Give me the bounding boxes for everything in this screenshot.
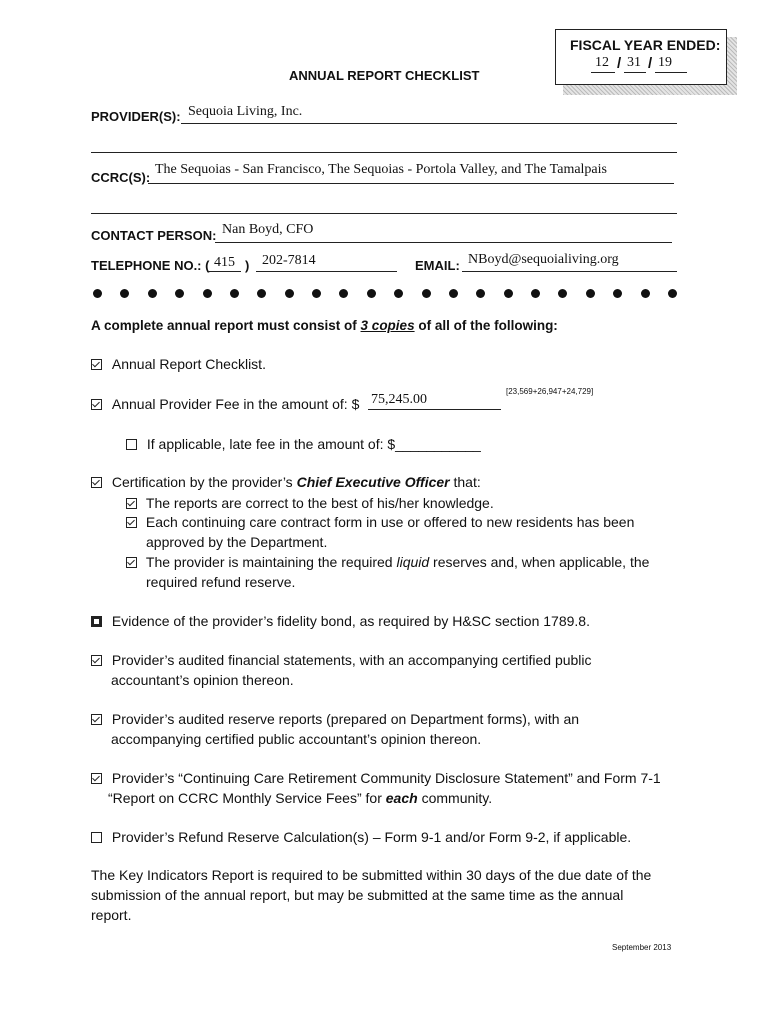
fiscal-year[interactable]: 19 (658, 55, 672, 70)
ccrc-line-2 (91, 213, 677, 214)
contact-value[interactable]: Nan Boyd, CFO (222, 222, 314, 237)
disclosure-b (108, 790, 492, 806)
disclosure-a-label: Provider’s “Continuing Care Retirement Community Disclosure Statement” and Form 7-1 (111, 770, 661, 786)
key-indicators-line-2: submission of the annual report, but may be submitted at the same time as the annual (91, 887, 624, 903)
checkbox-late-fee[interactable] (126, 439, 137, 450)
item-fee-label: Annual Provider Fee in the amount of: $ (111, 396, 360, 412)
bullet-dot (586, 289, 595, 298)
telephone-area-line (207, 271, 241, 272)
audited-b-label: accountant’s opinion thereon. (111, 672, 294, 688)
email-value[interactable]: NBoyd@sequoialiving.org (468, 252, 619, 267)
bullet-dot (504, 289, 513, 298)
intro-post: of all of the following: (414, 318, 558, 333)
sub1-label: The reports are correct to the best of his/her knowledge. (145, 495, 494, 511)
footer-date: September 2013 (612, 943, 672, 952)
item-sub-reserves (126, 554, 649, 570)
sub2b-label: approved by the Department. (146, 534, 328, 550)
bullet-dot (558, 289, 567, 298)
item-late-fee-label: If applicable, late fee in the amount of: $___________ (146, 436, 481, 452)
sub3b-label: required refund reserve. (146, 574, 296, 590)
disclosure-each: each (385, 790, 418, 806)
cert-ceo: Chief Executive Officer (296, 474, 450, 490)
item-sub-approved (126, 514, 634, 530)
telephone-number[interactable]: 202-7814 (262, 253, 316, 268)
bullet-dot (312, 289, 321, 298)
intro-text (91, 318, 558, 333)
sub3-post: reserves and, when applicable, the (429, 554, 650, 570)
intro-pre: A complete annual report must consist of (91, 318, 361, 333)
checkbox-refund-reserve[interactable] (91, 832, 102, 843)
key-indicators-line-3: report. (91, 907, 132, 923)
reserve-a-label: Provider’s audited reserve reports (prepared on Department forms), with an (111, 711, 580, 727)
bullet-dot (148, 289, 157, 298)
bullet-dot (285, 289, 294, 298)
bullet-dot (93, 289, 102, 298)
item-late-fee (126, 436, 481, 452)
sub3-pre: The provider is maintaining the required (145, 554, 397, 570)
checkbox-sub-reserves[interactable] (126, 557, 137, 568)
intro-copies: 3 copies (360, 318, 415, 333)
bullet-dot (257, 289, 266, 298)
bullet-dot (531, 289, 540, 298)
fiscal-sep-1: / (617, 55, 622, 72)
item-checklist (91, 356, 266, 372)
bullet-dot (367, 289, 376, 298)
bullet-dot (641, 289, 650, 298)
ccrc-label: CCRC(S): (91, 170, 151, 185)
item-sub-correct (126, 495, 494, 511)
bullet-dot (339, 289, 348, 298)
checkbox-fidelity-bond[interactable] (91, 616, 102, 627)
checkbox-checklist[interactable] (91, 359, 102, 370)
audited-a-label: Provider’s audited financial statements, with an accompanying certified public (111, 652, 592, 668)
contact-line (215, 242, 672, 243)
disclosure-b-pre: “Report on CCRC Monthly Service Fees” for (108, 790, 386, 806)
fee-value[interactable]: 75,245.00 (371, 392, 427, 407)
bullet-dot (175, 289, 184, 298)
item-provider-fee (91, 396, 359, 412)
bullet-dot (668, 289, 677, 298)
fiscal-year-line (655, 72, 687, 73)
checkbox-certification[interactable] (91, 477, 102, 488)
bullet-dot (120, 289, 129, 298)
bullet-dot (230, 289, 239, 298)
bullet-dot (476, 289, 485, 298)
provider-value[interactable]: Sequoia Living, Inc. (188, 104, 303, 119)
provider-line (181, 123, 677, 124)
checkbox-disclosure[interactable] (91, 773, 102, 784)
bullet-dot (613, 289, 622, 298)
fiscal-month[interactable]: 12 (595, 55, 609, 70)
provider-label: PROVIDER(S): (91, 109, 181, 124)
telephone-number-line (256, 271, 397, 272)
key-indicators-line-1: The Key Indicators Report is required to be submitted within 30 days of the due date of the (91, 867, 652, 883)
page-title: ANNUAL REPORT CHECKLIST (289, 68, 480, 83)
refund-label: Provider’s Refund Reserve Calculation(s) – Form 9-1 and/or Form 9-2, if applicable. (111, 829, 632, 845)
item-refund-reserve (91, 829, 631, 845)
fiscal-day-line (624, 72, 646, 73)
fee-line (368, 409, 501, 410)
reserve-b-label: accompanying certified public accountant’s opinion thereon. (111, 731, 482, 747)
telephone-close: ) (245, 258, 250, 273)
sub2a-label: Each continuing care contract form in use or offered to new residents has been (145, 514, 635, 530)
bullet-dot (449, 289, 458, 298)
checkbox-sub-approved[interactable] (126, 517, 137, 528)
sub3-liquid: liquid (396, 554, 430, 570)
fiscal-month-line (591, 72, 615, 73)
checkbox-sub-correct[interactable] (126, 498, 137, 509)
fee-note: [23,569+26,947+24,729] (506, 387, 594, 396)
bond-label: Evidence of the provider’s fidelity bond, as required by H&SC section 1789.8. (111, 613, 590, 629)
ccrc-line (148, 183, 674, 184)
contact-label: CONTACT PERSON: (91, 228, 217, 243)
provider-line-2 (91, 152, 677, 153)
checkbox-provider-fee[interactable] (91, 399, 102, 410)
item-audited-financials (91, 652, 592, 668)
disclosure-b-post: community. (417, 790, 493, 806)
item-reserve-reports (91, 711, 579, 727)
checkbox-reserve-reports[interactable] (91, 714, 102, 725)
bullet-dot (394, 289, 403, 298)
item-fidelity-bond (91, 613, 590, 629)
telephone-label: TELEPHONE NO.: ( (91, 258, 210, 273)
cert-pre: Certification by the provider’s (111, 474, 297, 490)
bullet-dot (422, 289, 431, 298)
email-line (462, 271, 677, 272)
fiscal-year-label: FISCAL YEAR ENDED: (570, 37, 721, 53)
checkbox-audited-financials[interactable] (91, 655, 102, 666)
bullet-dot (203, 289, 212, 298)
item-disclosure (91, 770, 661, 786)
cert-post: that: (449, 474, 481, 490)
ccrc-value[interactable]: The Sequoias - San Francisco, The Sequoias - Portola Valley, and The Tamalpais (155, 162, 607, 177)
fiscal-sep-2: / (648, 55, 653, 72)
email-label: EMAIL: (415, 258, 460, 273)
item-certification (91, 474, 481, 490)
item-checklist-label: Annual Report Checklist. (111, 356, 266, 372)
fiscal-day[interactable]: 31 (627, 55, 641, 70)
telephone-area[interactable]: 415 (214, 255, 235, 270)
